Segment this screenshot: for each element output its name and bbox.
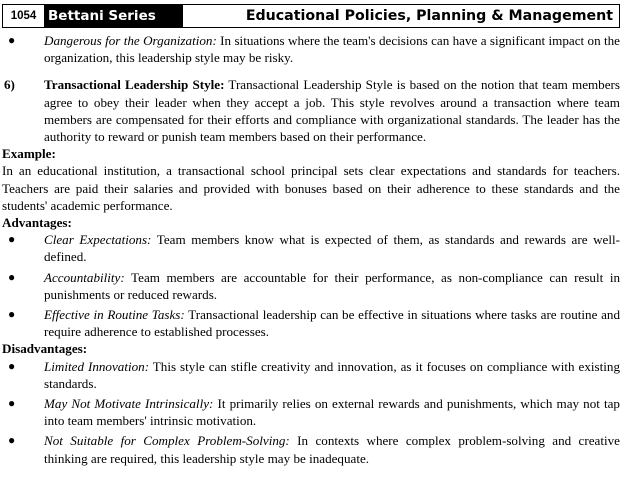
item-label: Not Suitable for Complex Problem-Solving: — [44, 433, 290, 449]
item-text: Transactional leadership can be effective in situations where tasks are routine and require adherence to established processes. — [44, 307, 620, 340]
book-title: Educational Policies, Planning & Management — [245, 8, 613, 24]
bullet-icon: ● — [8, 307, 16, 322]
item-text: It primarily relies on external rewards and punishments, which may not tap into team members' intrinsic motivation. — [44, 396, 620, 429]
intro-bullet — [0, 32, 624, 66]
disadvantage-item — [0, 395, 624, 429]
disadvantages-heading: Disadvantages: — [2, 341, 88, 357]
bullet-icon: ● — [8, 358, 16, 373]
bullet-label: Dangerous for the Organization: — [44, 33, 217, 48]
item-text: This style can stifle creativity and innovation, as it focuses on compliance with existing standards. — [44, 358, 620, 391]
item-label: Effective in Routine Tasks: — [44, 307, 185, 323]
page-number: 1054 — [3, 5, 45, 27]
section-number: 6) — [4, 77, 15, 93]
bullet-icon: ● — [8, 433, 16, 448]
bullet-icon: ● — [8, 396, 16, 411]
example-heading: Example: — [2, 146, 56, 162]
section-title: Transactional Leadership Style: — [44, 77, 225, 93]
disadvantage-item — [0, 358, 624, 392]
section-transactional — [0, 76, 624, 145]
disadvantage-item — [0, 432, 624, 466]
item-label: Limited Innovation: — [44, 358, 150, 374]
item-text: In contexts where complex problem-solving and creative thinking are required, this leadership style may be inadequate. — [44, 433, 620, 466]
advantage-item — [0, 306, 624, 340]
bullet-icon: ● — [8, 33, 16, 47]
bullet-icon: ● — [8, 232, 16, 247]
item-text: Team members are accountable for their performance, as non-compliance can result in punishments or reduced rewards. — [44, 269, 620, 302]
item-label: Clear Expectations: — [44, 232, 152, 248]
page-content — [0, 32, 624, 467]
item-label: Accountability: — [44, 269, 125, 285]
page-header — [2, 4, 620, 28]
item-label: May Not Motivate Intrinsically: — [44, 396, 214, 412]
item-text: Team members know what is expected of them, as standards and rewards are well-defined. — [44, 232, 620, 265]
series-name: Bettani Series — [45, 5, 183, 27]
bullet-icon: ● — [8, 269, 16, 284]
advantage-item — [0, 269, 624, 303]
bullet-text: In situations where the team's decisions can have a significant impact on the organization, this leadership style may be risky. — [44, 33, 620, 66]
example-text: In an educational institution, a transactional school principal sets clear expectations and standards for teachers. Teachers are paid their salaries and provided with bonuses based on their adherence to these standards and the students' academic performance. — [2, 163, 620, 213]
section-text: Transactional Leadership Style is based on the notion that team members agree to obey their leader when they accept a job. This style revolves around a transaction where team members are compensated for their efforts and compliance with organizational standards. The leader has the authority to reward or punish team members based on their performance. — [44, 77, 620, 145]
advantages-heading: Advantages: — [2, 215, 72, 231]
advantage-item — [0, 231, 624, 265]
